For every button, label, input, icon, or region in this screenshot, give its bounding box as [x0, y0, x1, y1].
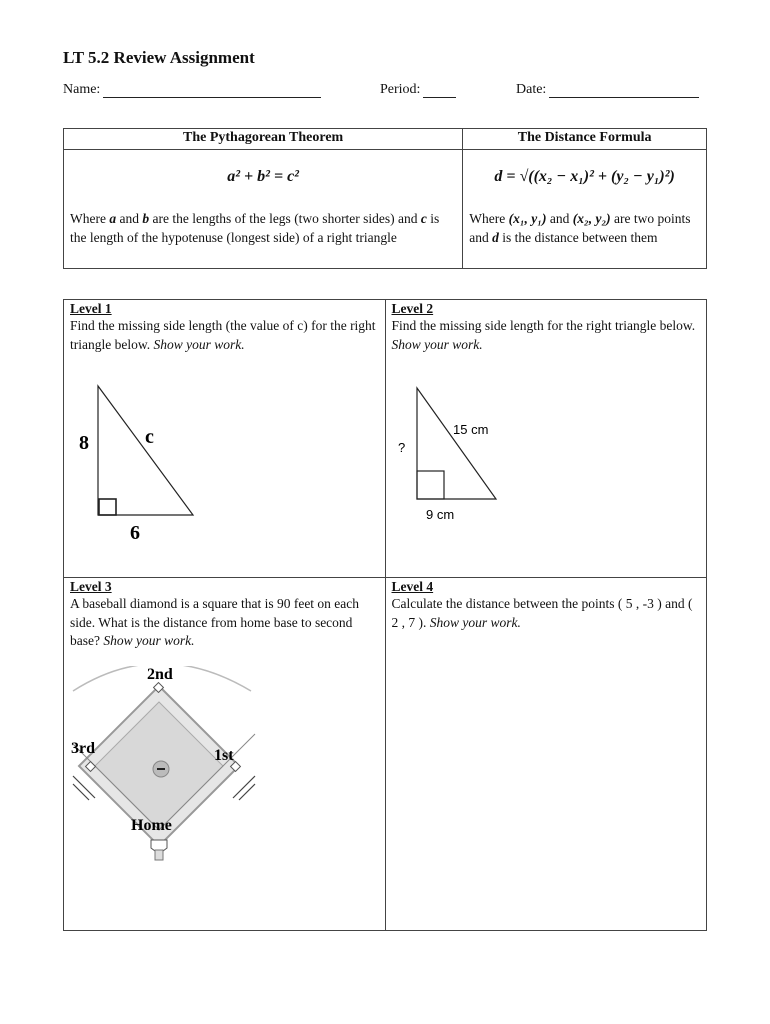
distance-equation: d = √((x₂ − x₁)² + (y₂ − y₁)²) [494, 168, 675, 185]
hypotenuse-label: 15 cm [452, 422, 488, 437]
hypotenuse-label: c [145, 426, 154, 448]
leg-horizontal-label: 6 [130, 522, 140, 544]
levels-table [63, 299, 707, 931]
pythagorean-cell [64, 150, 463, 269]
right-angle-marker [99, 499, 116, 515]
third-base-label: 3rd [71, 740, 95, 757]
level4-cell[interactable] [385, 578, 707, 931]
name-blank[interactable] [103, 83, 321, 98]
baseball-diamond-figure [69, 666, 259, 866]
leg-vertical-label: ? [397, 440, 405, 455]
triangle-shape [98, 386, 193, 515]
period-blank[interactable] [423, 83, 456, 98]
level1-cell[interactable] [64, 300, 386, 578]
level1-prompt: Find the missing side length (the value of c) for the right triangle below. Show your work. [70, 318, 376, 352]
name-label: Name: [63, 82, 101, 97]
level1-label: Level 1 [70, 301, 112, 316]
period-field[interactable] [380, 82, 456, 98]
level3-label: Level 3 [70, 579, 112, 594]
period-label: Period: [380, 82, 421, 97]
level2-triangle-figure [394, 382, 514, 532]
home-base-label: Home [131, 817, 172, 834]
level2-cell[interactable] [385, 300, 707, 578]
leg-horizontal-label: 9 cm [425, 507, 454, 522]
distance-heading: The Distance Formula [463, 129, 707, 150]
distance-cell [463, 150, 707, 269]
right-angle-marker [417, 471, 444, 499]
level2-label: Level 2 [391, 301, 434, 316]
level2-prompt: Find the missing side length for the right triangle below. Show your work. [391, 318, 696, 352]
formula-table [63, 128, 707, 269]
first-base-label: 1st [214, 747, 234, 764]
second-base-label: 2nd [147, 666, 173, 683]
level1-triangle-figure [72, 380, 212, 550]
distance-description: Where (x₁, y₁) and (x₂, y₂) are two points and d is the distance between them [469, 211, 691, 245]
date-label: Date: [516, 82, 547, 97]
triangle-shape [417, 388, 496, 499]
level3-prompt: A baseball diamond is a square that is 90 feet on each side. What is the distance from home base to second base? Show your work. [70, 596, 360, 648]
level4-label: Level 4 [391, 579, 434, 594]
page-title: LT 5.2 Review Assignment [63, 48, 255, 67]
level3-cell[interactable] [64, 578, 386, 931]
pythagorean-equation: a² + b² = c² [227, 168, 299, 185]
pythagorean-description: Where a and b are the lengths of the legs (two shorter sides) and c is the length of the hypotenuse (longest side) of a right triangle [70, 211, 440, 245]
name-field[interactable] [63, 82, 321, 98]
date-field[interactable] [516, 82, 699, 98]
level4-prompt: Calculate the distance between the points ( 5 , -3 ) and ( 2 , 7 ). Show your work. [391, 596, 693, 630]
date-blank[interactable] [549, 83, 699, 98]
pythagorean-heading: The Pythagorean Theorem [64, 129, 463, 150]
leg-vertical-label: 8 [79, 432, 89, 454]
